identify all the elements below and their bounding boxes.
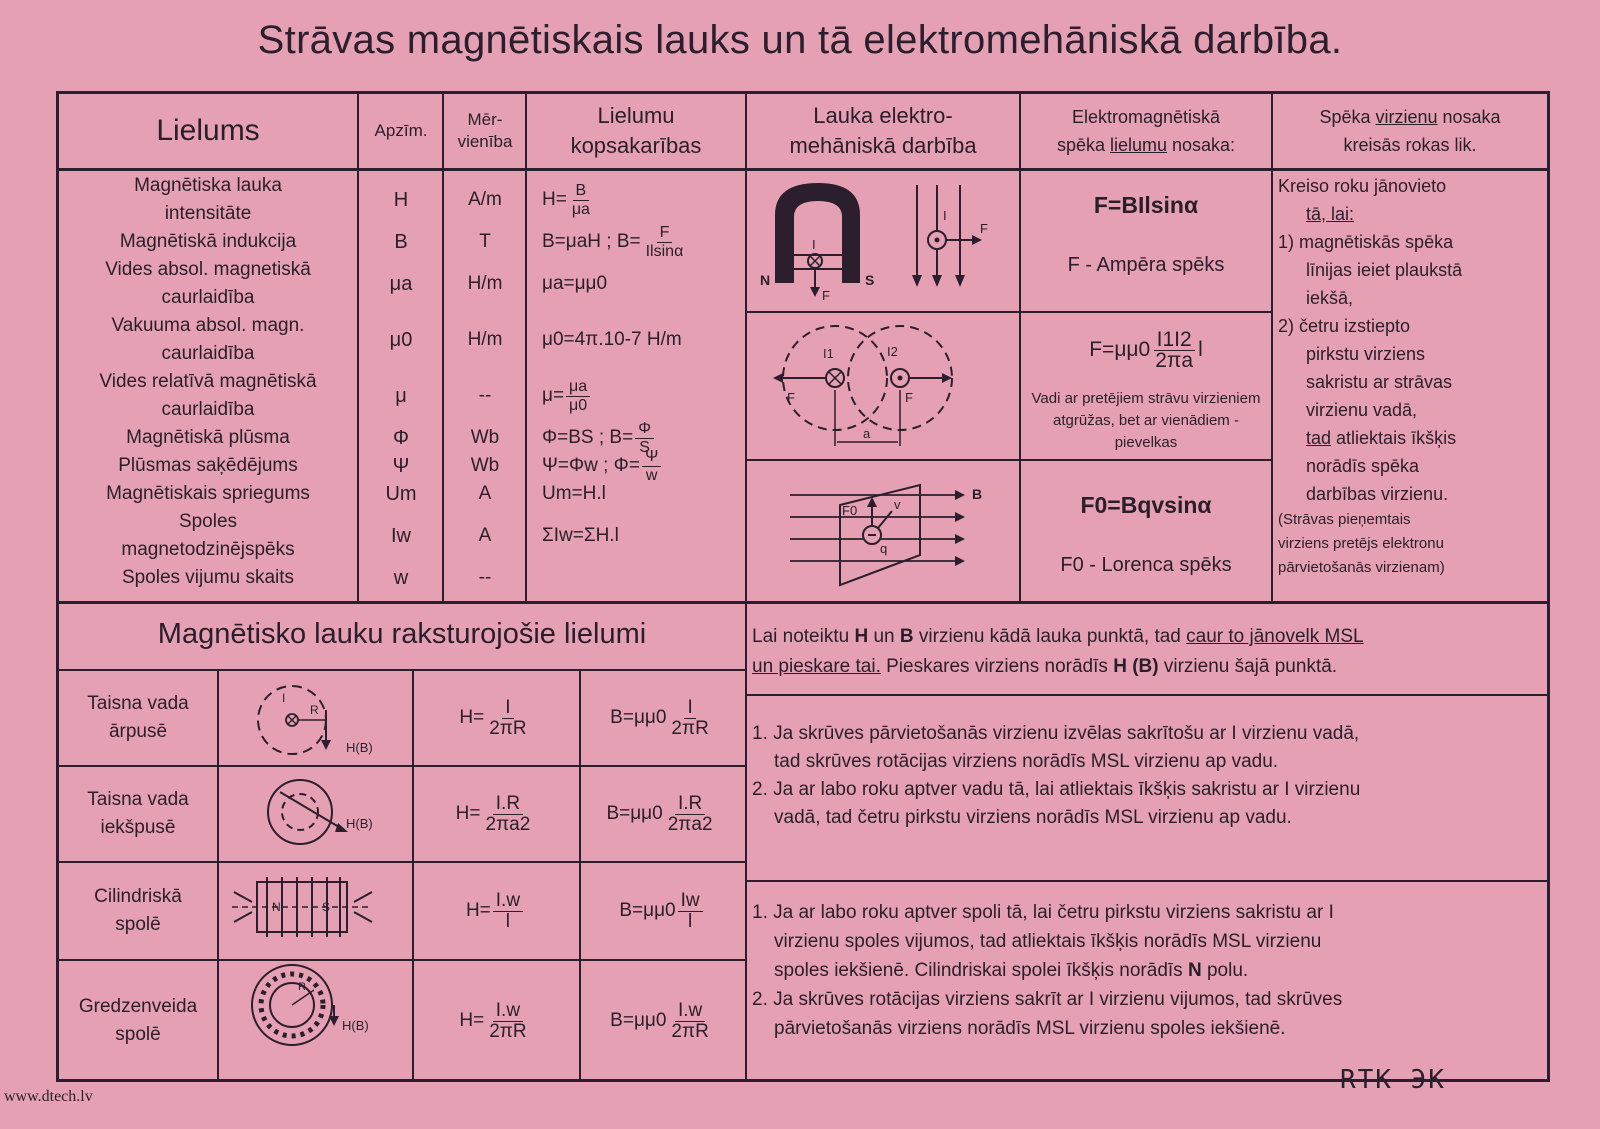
formula-fraction — [668, 698, 711, 739]
quantity-relation — [542, 222, 688, 262]
fraction-denominator: S — [639, 438, 650, 456]
label-f: F — [787, 390, 795, 405]
h-formula — [413, 766, 578, 862]
label-n: N — [760, 272, 771, 288]
relation-text: B=μaH ; B= — [542, 231, 641, 252]
formula-fraction — [493, 891, 523, 932]
quantity-name-line: Vides relatīvā magnētiskā — [99, 371, 317, 392]
dot-mark — [935, 238, 940, 243]
coil-rules — [752, 898, 1542, 1043]
parallel-note: Vadi ar pretējiem strāvu virzieniem atgrūžas, bet ar vienādiem - pievelkas — [1031, 390, 1261, 451]
quantity-name-line: Spoles vijumu skaits — [121, 567, 295, 588]
divider — [747, 459, 1273, 461]
label-v: v — [894, 497, 901, 512]
fraction-denominator: 2πa2 — [667, 813, 713, 835]
fraction-numerator: Ψ — [642, 448, 661, 467]
b-formula — [580, 670, 744, 766]
label-f0: F0 — [842, 503, 858, 518]
rule-line: iekšā, — [1306, 288, 1354, 308]
rule-note: (Strāvas pieņemtais — [1278, 511, 1411, 528]
quantity-name-line: Plūsmas saķēdējums — [118, 455, 298, 476]
arrow-head — [773, 373, 783, 383]
header-spek — [1273, 94, 1547, 168]
rule-line: 2. Ja skrūves rotācijas virziens sakrīt ar I virzienu vijumos, tad skrūves — [752, 989, 1343, 1010]
formula-fraction — [668, 1001, 711, 1042]
quantity-name — [59, 480, 357, 508]
h-formula — [413, 670, 578, 766]
section2-diagrams — [222, 680, 402, 1070]
rule-line: vadā, tad četru pirkstu virziens norādīs MSL virzienu ap vadu. — [774, 807, 1292, 828]
relation-fraction — [643, 224, 687, 261]
relation-fraction — [642, 448, 661, 485]
header-em-line1: Elektromagnētiskā — [1071, 107, 1221, 127]
rule-line: 1. Ja ar labo roku aptver spoli tā, lai četru pirkstu virziens sakristu ar I — [752, 902, 1334, 923]
fraction-denominator: 2πa — [1155, 348, 1194, 372]
formula-fraction — [483, 794, 534, 835]
quantity-name-line: Magnētiska lauka — [134, 175, 282, 196]
formula-prefix: B=μμ0 — [610, 1010, 667, 1031]
quantity-unit: A — [478, 483, 492, 504]
formula-prefix: H= — [459, 1010, 485, 1031]
parallel-fraction — [1152, 327, 1196, 372]
rule-text: atliektais īkšķis — [1331, 428, 1457, 448]
fraction-numerator: B — [573, 182, 590, 201]
quantity-name — [59, 172, 357, 228]
label-a: a — [863, 426, 871, 441]
parallel-formula-pre: F=μμ0 — [1089, 338, 1151, 361]
rule-line: 2) četru izstiepto — [1278, 316, 1411, 336]
rule-text: polu. — [1201, 960, 1249, 981]
formula-fraction — [486, 698, 529, 739]
field-case-line: iekšpusē — [100, 817, 176, 838]
fraction-numerator: I — [502, 698, 513, 719]
quantity-name — [59, 564, 357, 592]
formula-fraction — [486, 1001, 529, 1042]
divider — [747, 311, 1273, 313]
formula-prefix: H= — [465, 900, 491, 921]
rule-line — [752, 956, 1542, 985]
fraction-denominator: 2πR — [671, 717, 709, 739]
quantity-unit: H/m — [467, 329, 503, 350]
quantity-name — [59, 228, 357, 256]
arrow-head — [329, 1016, 339, 1026]
msl-underlined: un pieskare tai. — [752, 656, 881, 677]
header-em — [1021, 94, 1271, 168]
footer-url[interactable]: www.dtech.lv — [4, 1088, 93, 1105]
rule-note: pārvietošanās virzienam) — [1278, 559, 1445, 576]
fraction-numerator: μa — [566, 378, 590, 397]
header-lauka-line2: mehāniskā darbība — [789, 133, 977, 158]
quantity-unit: A — [478, 525, 492, 546]
left-hand-rule — [1278, 172, 1548, 580]
relation-text: μ= — [542, 385, 565, 406]
quantity-symbol: Ψ — [392, 454, 410, 477]
arrow-head — [321, 740, 331, 750]
label-i1: I1 — [823, 346, 834, 361]
quantity-unit: H/m — [467, 273, 503, 294]
msl-bold: H — [854, 626, 869, 647]
quantity-unit: A/m — [468, 189, 502, 210]
fraction-numerator: I.R — [493, 794, 523, 815]
header-sp-text: Spēka — [1319, 107, 1376, 127]
quantity-name-line: Vides absol. magnetiskā — [105, 259, 311, 280]
quantity-name-line: Magnētiskais spriegums — [106, 483, 310, 504]
label-q: q — [880, 541, 888, 556]
header-em-text: spēka — [1056, 135, 1110, 155]
relation-text: μa=μμ0 — [542, 273, 608, 294]
label-i2: I2 — [887, 344, 898, 359]
cross-mark — [288, 716, 296, 724]
b-formula — [580, 960, 744, 1082]
header-sp-text: nosaka — [1437, 107, 1501, 127]
rule-text: spoles iekšienē. Cilindriskai spolei īkšķis norādīs — [774, 960, 1188, 981]
msl-text: virzienu kādā lauka punktā, tad — [913, 626, 1187, 647]
quantity-name — [59, 508, 357, 564]
quantity-relation — [542, 264, 607, 304]
b-formula — [580, 766, 744, 862]
quantity-name-line: caurlaidība — [161, 399, 255, 420]
relation-text: μ0=4π.10-7 H/m — [542, 329, 682, 350]
lorentz-label: F0 - Lorenca spēks — [1060, 553, 1232, 576]
header-em-text: nosaka: — [1167, 135, 1236, 155]
quantity-symbol: Iw — [391, 524, 411, 547]
label-r: R — [298, 981, 306, 993]
parallel-formula-post: l — [1198, 338, 1203, 361]
quantity-symbol: Um — [385, 482, 417, 505]
field-case-line: Taisna vada — [87, 789, 189, 810]
quantity-relation — [542, 516, 619, 556]
field-case-name — [59, 960, 217, 1082]
page-title: Strāvas magnētiskais lauks un tā elektromehāniskā darbība. — [257, 18, 1343, 62]
msl-text: Pieskares virziens norādīs — [880, 656, 1114, 677]
fraction-numerator: I.w — [493, 1001, 523, 1022]
quantity-name-line: caurlaidība — [161, 287, 255, 308]
arrow-head — [942, 373, 952, 383]
divider — [745, 94, 747, 1082]
divider — [217, 669, 219, 1082]
quantity-name-line: caurlaidība — [161, 343, 255, 364]
rule-underlined: tad — [1306, 428, 1332, 448]
label-i: I — [943, 208, 947, 223]
formula-fraction — [665, 794, 716, 835]
header-sp-underlined: virzienu — [1375, 107, 1438, 127]
formula-prefix: H= — [459, 707, 485, 728]
rule-line: Kreiso roku jānovieto — [1278, 176, 1447, 196]
formula-prefix: B=μμ0 — [619, 900, 676, 921]
fraction-denominator: l — [505, 910, 511, 932]
label-s: S — [322, 900, 331, 914]
quantity-unit: T — [479, 231, 491, 252]
quantity-relation — [542, 320, 682, 360]
wire-section — [268, 780, 332, 844]
h-formula — [413, 960, 578, 1082]
quantity-unit: Wb — [470, 455, 500, 476]
fraction-denominator: μ0 — [569, 396, 588, 414]
rule-line: tad skrūves rotācijas virziens norādīs MSL virzienu ap vadu. — [774, 751, 1279, 772]
field-case-line: Cilindriskā — [94, 886, 182, 907]
field-case-line: spolē — [115, 1024, 161, 1045]
rule-line: norādīs spēka — [1306, 456, 1420, 476]
fraction-numerator: I1I2 — [1154, 330, 1195, 351]
relation-text: Um=H.l — [542, 483, 606, 504]
lorentz-diagram — [790, 475, 1010, 595]
label-r: R — [310, 703, 319, 717]
label-i: I — [282, 691, 286, 705]
fraction-numerator: F — [657, 224, 673, 243]
arrow-heads — [912, 275, 965, 287]
parallel-wires-diagram — [765, 318, 965, 458]
b-formula — [580, 862, 744, 960]
fraction-numerator: Iw — [678, 891, 703, 912]
msl-text: un — [868, 626, 900, 647]
header-em-underlined: lielumu — [1109, 135, 1168, 155]
quantity-unit: Wb — [470, 427, 500, 448]
relation-text: H= — [542, 189, 567, 210]
quantity-unit: -- — [478, 385, 492, 406]
quantity-relation — [542, 474, 606, 514]
rule-line: darbības virzienu. — [1306, 484, 1449, 504]
formula-fraction — [678, 891, 703, 932]
msl-text: virzienu šajā punktā. — [1158, 656, 1338, 677]
fraction-numerator: Φ — [635, 420, 654, 439]
label-i: I — [812, 237, 816, 252]
header-apzim: Apzīm. — [374, 121, 428, 140]
label-hb: H(B) — [342, 1018, 369, 1033]
wire-rules — [752, 720, 1542, 832]
rule-line: 1) magnētiskās spēka — [1278, 232, 1454, 252]
rule-line: virzienu vadā, — [1306, 400, 1418, 420]
rule-line: 1. Ja skrūves pārvietošanās virzienu izvēlas sakrītošu ar I virzienu vadā, — [752, 723, 1360, 744]
quantity-name — [59, 312, 357, 368]
quantity-symbol: Φ — [393, 426, 409, 449]
quantity-symbol: μ — [395, 384, 407, 407]
fraction-denominator: l — [687, 910, 693, 932]
header-kop-line2: kopsakarības — [570, 133, 702, 158]
msl-line — [752, 652, 1542, 682]
field-case-name — [59, 670, 217, 766]
relation-text: Ψ=Φw ; Φ= — [542, 455, 640, 476]
quantity-name-line: intensitāte — [164, 203, 252, 224]
fraction-denominator: 2πR — [489, 1020, 527, 1042]
quantity-name — [59, 256, 357, 312]
formula-prefix: B=μμ0 — [606, 803, 663, 824]
rule-line: līnijas ieiet plaukstā — [1306, 260, 1463, 280]
quantity-symbol: B — [394, 230, 408, 253]
section2-heading: Magnētisko lauku raksturojošie lielumi — [157, 617, 647, 650]
header-em-line2 — [1057, 131, 1235, 159]
quantity-relation — [542, 376, 592, 416]
lorentz-formula: F0=Bqvsinα — [1080, 491, 1212, 518]
relation-text: Φ=BS ; B= — [542, 427, 634, 448]
msl-underlined: caur to jānovelk MSL — [1186, 626, 1364, 647]
field-case-name — [59, 862, 217, 960]
arrow-heads — [955, 490, 965, 566]
ampere-label: F - Ampēra spēks — [1067, 253, 1225, 276]
quantity-symbol: μa — [389, 272, 413, 295]
header-sp-line2: kreisās rokas lik. — [1343, 135, 1477, 155]
label-f: F — [905, 390, 913, 405]
msl-bold: H (B) — [1113, 656, 1159, 677]
field-case-line: Gredzenveida — [78, 996, 198, 1017]
quantity-unit: -- — [478, 567, 492, 588]
relation-text: ΣIw=ΣH.l — [542, 525, 619, 546]
fraction-denominator: Ilsinα — [645, 242, 684, 260]
msl-line — [752, 622, 1542, 652]
velocity-arrow — [878, 511, 892, 528]
field-case-line: ārpusē — [108, 721, 168, 742]
divider — [747, 694, 1547, 696]
formula-prefix: H= — [455, 803, 481, 824]
arrow-head — [972, 235, 982, 245]
header-mervieniba — [444, 94, 526, 168]
quantity-relation — [542, 180, 595, 220]
label-f: F — [980, 221, 988, 236]
quantity-name-line: Spoles — [178, 511, 238, 532]
dot-mark — [898, 376, 903, 381]
fraction-denominator: μa — [571, 200, 590, 218]
header-lielums: Lielums — [156, 114, 260, 147]
label-hb: H(B) — [346, 740, 373, 755]
parallel-formula — [1021, 320, 1271, 380]
cross-mark — [810, 256, 820, 266]
magnet-diagram — [760, 175, 1010, 303]
quantity-name — [59, 424, 357, 452]
rule-bold: N — [1187, 960, 1202, 981]
quantity-name-line: Magnētiskā plūsma — [126, 427, 290, 448]
stamp: RTK ЭК — [1340, 1065, 1446, 1095]
field-case-line: spolē — [115, 914, 161, 935]
field-case-line: Taisna vada — [87, 693, 189, 714]
header-lauka — [746, 94, 1020, 168]
header-lauka-line1: Lauka elektro- — [813, 103, 953, 128]
rule-line: 2. Ja ar labo roku aptver vadu tā, lai atliektais īkšķis sakristu ar I virzienu — [752, 779, 1361, 800]
rule-note: virziens pretējs elektronu — [1278, 535, 1444, 552]
header-sp-line1 — [1319, 103, 1500, 131]
header-kop-line1: Lielumu — [597, 103, 675, 128]
divider — [747, 880, 1547, 882]
arrow-head — [810, 287, 820, 297]
fraction-denominator: w — [645, 466, 658, 484]
label-n: N — [272, 900, 281, 914]
relation-fraction — [566, 378, 590, 415]
header-kopsakaribas — [527, 94, 745, 168]
divider — [1271, 94, 1273, 601]
ampere-formula: F=BIlsinα — [1093, 191, 1199, 218]
field-case-name — [59, 766, 217, 862]
header-merv-line1: Mēr- — [467, 110, 503, 129]
quantity-symbol: μ0 — [389, 328, 413, 351]
fraction-numerator: I — [684, 698, 695, 719]
fraction-numerator: I.w — [493, 891, 523, 912]
quantity-name — [59, 452, 357, 480]
label-hb: H(B) — [346, 816, 373, 831]
rule-line: pirkstu virziens — [1306, 344, 1426, 364]
h-formula — [413, 862, 578, 960]
label-b: B — [972, 486, 983, 502]
quantity-name — [59, 368, 357, 424]
fraction-denominator: 2πR — [489, 717, 527, 739]
quantity-name-line: Magnētiskā indukcija — [119, 231, 297, 252]
rule-line: sakristu ar strāvas — [1306, 372, 1453, 392]
msl-instructions — [752, 622, 1542, 682]
formula-prefix: B=μμ0 — [610, 707, 667, 728]
rule-line: tā, lai: — [1306, 204, 1355, 224]
fraction-numerator: I.w — [675, 1001, 705, 1022]
relation-fraction — [569, 182, 593, 219]
divider — [59, 168, 1547, 171]
quantity-symbol: H — [393, 188, 409, 211]
msl-text: Lai noteiktu — [752, 626, 855, 647]
fraction-numerator: I.R — [675, 794, 705, 815]
rule-line: virzienu spoles vijumos, tad atliektais īkšķis norādīs MSL virzienu — [774, 931, 1322, 952]
label-s: S — [865, 272, 875, 288]
fraction-denominator: 2πR — [671, 1020, 709, 1042]
quantity-symbol: w — [393, 566, 409, 589]
header-merv-line2: vienība — [457, 132, 513, 151]
label-f: F — [822, 288, 830, 303]
rule-line: pārvietošanās virziens norādīs MSL virzienu spoles iekšienē. — [774, 1018, 1286, 1039]
msl-bold: B — [899, 626, 914, 647]
quantity-name-line: Vakuuma absol. magn. — [111, 315, 305, 336]
fraction-denominator: 2πa2 — [485, 813, 531, 835]
quantity-name-line: magnetodzinējspēks — [121, 539, 295, 560]
rule-line — [1278, 424, 1548, 452]
